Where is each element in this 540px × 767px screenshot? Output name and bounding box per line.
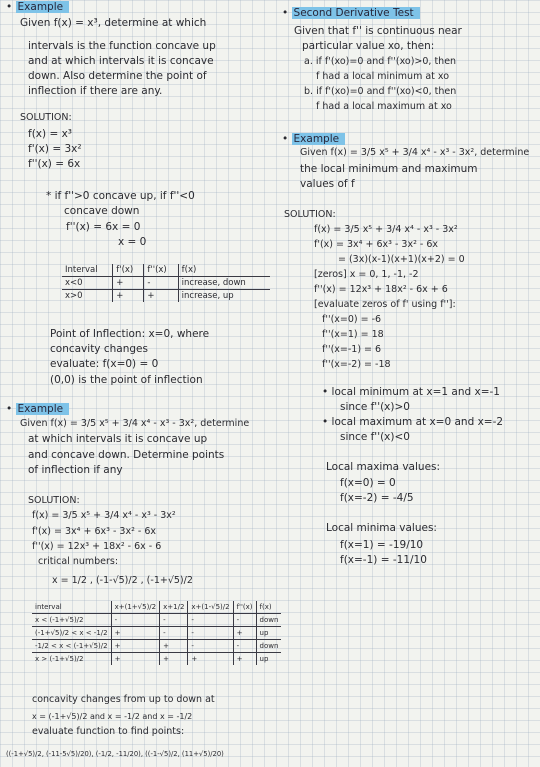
example-2-conclusion-1: concavity changes from up to down at — [32, 694, 215, 705]
example-1-heading: • Example — [6, 1, 69, 13]
second-test-text-3: a. if f'(xo)=0 and f''(xo)>0, then — [304, 56, 457, 67]
table-cell: + — [111, 653, 160, 666]
table-header: x+(1+√5)/2 — [111, 601, 160, 614]
example-3-step-3: = (3x)(x-1)(x+1)(x+2) = 0 — [338, 254, 465, 265]
second-test-text-1: Given that f'' is continuous near — [294, 25, 462, 37]
example-2-interval-table — [32, 601, 281, 665]
table-cell: + — [233, 653, 256, 666]
example-1-solve-1: f''(x) = 6x = 0 — [66, 221, 141, 233]
local-maxima-value-1: f(x=0) = 0 — [340, 477, 396, 489]
table-row — [32, 614, 281, 627]
example-3-step-1: f(x) = 3/5 x⁵ + 3/4 x⁴ - x³ - 3x² — [314, 224, 458, 235]
example-3-step-6: [evaluate zeros of f' using f'']: — [314, 299, 456, 310]
example-2-step-2: f'(x) = 3x⁴ + 6x³ - 3x² - 6x — [32, 526, 157, 537]
example-1-step-2: f'(x) = 3x² — [28, 143, 82, 155]
table-cell: + — [188, 653, 233, 666]
table-cell: x > (-1+√5)/2 — [32, 653, 111, 666]
table-cell: - — [233, 640, 256, 653]
example-1-problem-3: and at which intervals it is concave — [28, 55, 214, 67]
example-3-step-5: f''(x) = 12x³ + 18x² - 6x + 6 — [314, 284, 448, 295]
example-2-conclusion-4: ((-1+√5)/2, (-11-5√5)/20), (-1/2, -11/20), ((-1-√5)/2, (11+√5)/20) — [6, 750, 224, 758]
example-1-problem-1: Given f(x) = x³, determine at which — [20, 17, 207, 29]
example-2-critical-values: x = 1/2 , (-1-√5)/2 , (-1+√5)/2 — [52, 575, 193, 586]
second-test-text-4: f had a local minimum at xo — [316, 71, 450, 82]
table-cell: x<0 — [62, 277, 113, 290]
table-header-row — [62, 264, 270, 277]
table-cell: - — [160, 627, 188, 640]
example-1-conclusion-4: (0,0) is the point of inflection — [50, 374, 203, 386]
example-1-step-1: f(x) = x³ — [28, 128, 72, 140]
table-header: Interval — [62, 264, 113, 277]
table-cell: - — [188, 627, 233, 640]
table-cell: + — [233, 627, 256, 640]
table-cell: + — [113, 290, 144, 303]
example-2-conclusion-3: evaluate function to find points: — [32, 726, 185, 737]
second-test-text-2: particular value xo, then: — [302, 40, 435, 52]
table-header: f'(x) — [113, 264, 144, 277]
table-row — [32, 627, 281, 640]
example-3-bullet-1: • local minimum at x=1 and x=-1 — [322, 386, 500, 398]
table-cell: x < (-1+√5)/2 — [32, 614, 111, 627]
table-cell: + — [160, 640, 188, 653]
table-cell: - — [188, 640, 233, 653]
table-cell: down — [256, 640, 281, 653]
table-header: x+(1-√5)/2 — [188, 601, 233, 614]
example-1-problem-5: inflection if there are any. — [28, 85, 163, 97]
table-cell: up — [256, 653, 281, 666]
example-3-problem-3: values of f — [300, 178, 355, 190]
example-2-solution-label: SOLUTION: — [28, 495, 80, 506]
table-header: interval — [32, 601, 111, 614]
table-cell: - — [188, 614, 233, 627]
example-1-problem-2: intervals is the function concave up — [28, 40, 216, 52]
table-cell: up — [256, 627, 281, 640]
example-3-bullet-3: • local maximum at x=0 and x=-2 — [322, 416, 504, 428]
example-3-solution-label: SOLUTION: — [284, 209, 336, 220]
table-header: f(x) — [256, 601, 281, 614]
local-minima-value-2: f(x=-1) = -11/10 — [340, 554, 427, 566]
example-2-problem-3: and concave down. Determine points — [28, 449, 225, 461]
table-cell: (-1+√5)/2 < x < -1/2 — [32, 627, 111, 640]
table-cell: + — [160, 653, 188, 666]
second-test-text-5: b. if f'(xo)=0 and f''(xo)<0, then — [304, 86, 457, 97]
local-minima-value-1: f(x=1) = -19/10 — [340, 539, 424, 551]
example-1-interval-table — [62, 264, 270, 302]
table-cell: increase, up — [178, 290, 270, 303]
table-cell: increase, down — [178, 277, 270, 290]
example-2-step-1: f(x) = 3/5 x⁵ + 3/4 x⁴ - x³ - 3x² — [32, 510, 176, 521]
table-header: f''(x) — [233, 601, 256, 614]
example-1-conclusion-1: Point of Inflection: x=0, where — [50, 328, 210, 340]
table-row — [62, 290, 270, 303]
example-1-conclusion-3: evaluate: f(x=0) = 0 — [50, 358, 159, 370]
table-cell: - — [111, 614, 160, 627]
example-3-eval-4: f''(x=-2) = -18 — [322, 359, 391, 370]
example-3-step-4: [zeros] x = 0, 1, -1, -2 — [314, 269, 419, 280]
table-cell: - — [144, 277, 178, 290]
table-cell: - — [160, 614, 188, 627]
example-3-bullet-2: since f''(x)>0 — [340, 401, 410, 413]
table-cell: + — [111, 640, 160, 653]
example-3-bullet-4: since f''(x)<0 — [340, 431, 410, 443]
example-3-step-2: f'(x) = 3x⁴ + 6x³ - 3x² - 6x — [314, 239, 439, 250]
table-cell: + — [144, 290, 178, 303]
table-header: f''(x) — [144, 264, 178, 277]
table-row — [32, 653, 281, 666]
table-cell: -1/2 < x < (-1+√5)/2 — [32, 640, 111, 653]
example-3-eval-2: f''(x=1) = 18 — [322, 329, 384, 340]
example-1-rule-1: * if f''>0 concave up, if f''<0 — [46, 190, 195, 202]
example-2-step-3: f''(x) = 12x³ + 18x² - 6x - 6 — [32, 541, 162, 552]
example-1-conclusion-2: concavity changes — [50, 343, 148, 355]
table-header: f(x) — [178, 264, 270, 277]
local-minima-label: Local minima values: — [326, 522, 437, 534]
example-3-problem-2: the local minimum and maximum — [300, 163, 478, 175]
table-cell: down — [256, 614, 281, 627]
table-header: x+1/2 — [160, 601, 188, 614]
example-1-solve-2: x = 0 — [118, 236, 147, 248]
example-1-step-3: f''(x) = 6x — [28, 158, 81, 170]
example-1-solution-label: SOLUTION: — [20, 112, 72, 123]
table-cell: x>0 — [62, 290, 113, 303]
local-maxima-label: Local maxima values: — [326, 461, 441, 473]
second-test-text-6: f had a local maximum at xo — [316, 101, 452, 112]
table-header-row — [32, 601, 281, 614]
table-cell: + — [111, 627, 160, 640]
example-1-rule-2: concave down — [64, 205, 140, 217]
table-cell: - — [233, 614, 256, 627]
example-3-heading: • Example — [282, 133, 345, 145]
example-3-problem-1: Given f(x) = 3/5 x⁵ + 3/4 x⁴ - x³ - 3x², determine — [300, 147, 530, 158]
example-1-problem-4: down. Also determine the point of — [28, 70, 207, 82]
table-row — [62, 277, 270, 290]
second-derivative-test-heading: • Second Derivative Test — [282, 7, 420, 19]
example-2-heading: • Example — [6, 403, 69, 415]
example-3-eval-1: f''(x=0) = -6 — [322, 314, 382, 325]
example-2-critical-label: critical numbers: — [38, 556, 119, 567]
example-2-conclusion-2: x = (-1+√5)/2 and x = -1/2 and x = -1/2 — [32, 712, 193, 721]
example-2-problem-1: Given f(x) = 3/5 x⁵ + 3/4 x⁴ - x³ - 3x², determine — [20, 418, 250, 429]
example-3-eval-3: f''(x=-1) = 6 — [322, 344, 382, 355]
example-2-problem-2: at which intervals it is concave up — [28, 433, 208, 445]
example-2-problem-4: of inflection if any — [28, 464, 123, 476]
table-row — [32, 640, 281, 653]
local-maxima-value-2: f(x=-2) = -4/5 — [340, 492, 414, 504]
table-cell: + — [113, 277, 144, 290]
